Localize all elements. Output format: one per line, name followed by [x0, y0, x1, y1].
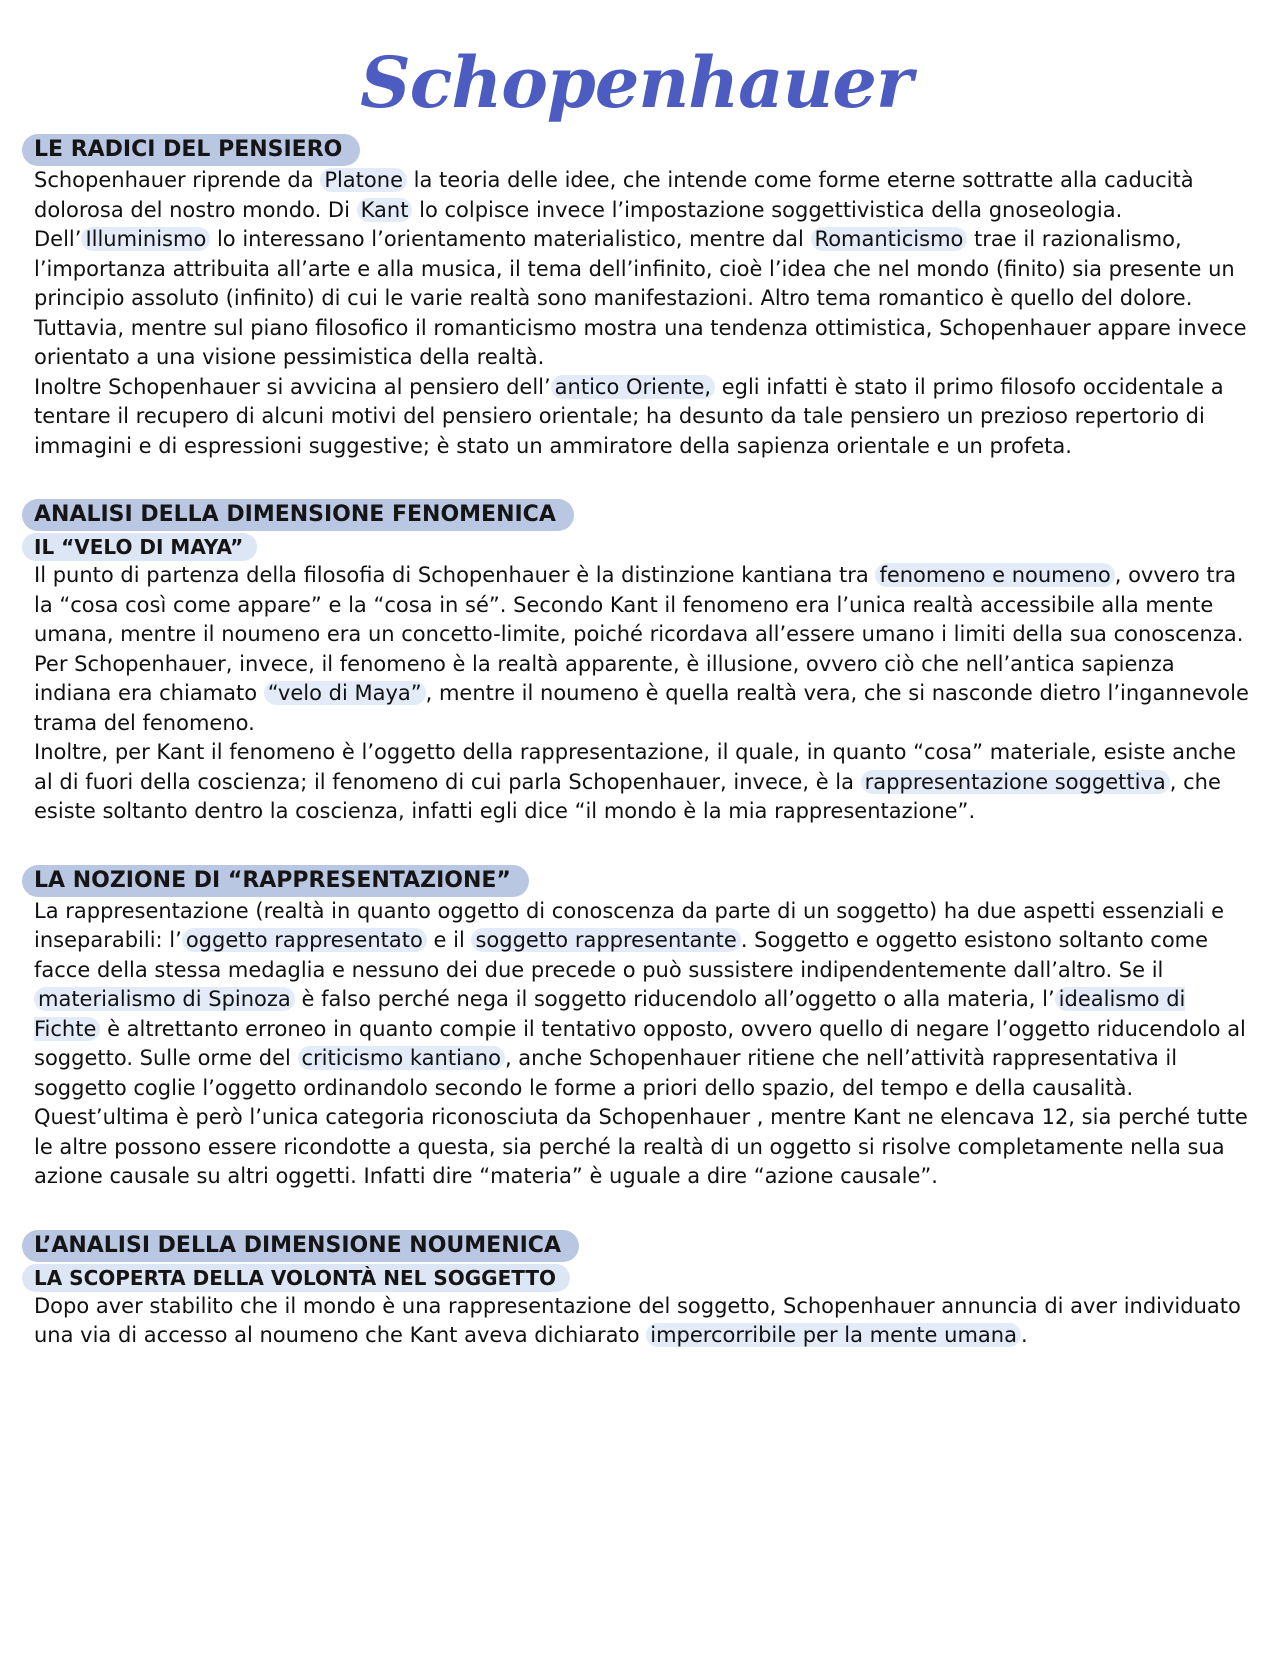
highlight: Kant: [357, 198, 413, 222]
text-run: la teoria delle idee, che intende come forme eterne sottratte alla caducità dolorosa del nostro mondo. Di: [34, 168, 1194, 222]
paragraph: [22, 373, 1250, 462]
text-run: Dopo aver stabilito che il mondo è una rappresentazione del soggetto, Schopenhauer annuncia di aver individuato una via di accesso al noumeno che Kant aveva dichiarato: [34, 1293, 1241, 1347]
section-fenomenica: [22, 499, 1250, 827]
text-run: trae il razionalismo, l’importanza attribuita all’arte e alla musica, il tema dell’infinito, cioè l’idea che nel mondo (finito) sia presente un principio assoluto (infinito) di cui le varie realtà sono manifestazioni. Altro tema romantico è quello del dolore. Tuttavia, mentre sul piano filosofico il romanticismo mostra una tendenza ottimistica, Schopenhauer appare invece orientato a una visione pessimistica della realtà.: [34, 227, 1247, 369]
section-noumenica: [22, 1230, 1250, 1351]
text-run: egli infatti è stato il primo filosofo occidentale a tentare il recupero di alcuni motivi del pensiero orientale; ha desunto da tale pensiero un prezioso repertorio di immagini e di espressioni suggestive; è stato un ammiratore della sapienza orientale e un profeta.: [34, 374, 1224, 458]
highlight: soggetto rappresentante: [471, 928, 740, 952]
text-run: Inoltre Schopenhauer si avvicina al pensiero dell’: [34, 374, 551, 399]
text-run: .: [1020, 1323, 1028, 1347]
highlight: Illuminismo: [81, 227, 210, 251]
text-run: , anche Schopenhauer ritiene che nell’attività rappresentativa il soggetto coglie l’oggetto ordinandolo secondo le forme a priori dello spazio, del tempo e della causalità. Quest’ultima è però l’unica categoria riconosciuta da Schopenhauer , mentre Kant ne elencava 12, sia perché tutte le altre possono essere ricondotte a questa, sia perché la realtà di un oggetto si risolve completamente nella sua azione causale su altri oggetti. Infatti dire “materia” è uguale a dire “azione causale”.: [34, 1046, 1248, 1188]
text-run: , che esiste soltanto dentro la coscienza, infatti egli dice “il mondo è la mia rappresentazione”.: [34, 769, 1221, 823]
highlight: criticismo kantiano: [298, 1046, 505, 1070]
text-run: lo colpisce invece l’impostazione soggettivistica della gnoseologia. Dell’: [34, 197, 1123, 251]
text-run: lo interessano l’orientamento materialistico, mentre dal: [210, 227, 811, 251]
text-run: . Soggetto e oggetto esistono soltanto come facce della stessa medaglia e nessuno dei due precede o può sussistere indipendentemente dall’altro. Se il: [34, 928, 1209, 982]
paragraph: [22, 561, 1250, 738]
highlight: impercorribile per la mente umana: [646, 1323, 1021, 1347]
section-subheading: LA SCOPERTA DELLA VOLONTÀ NEL SOGGETTO: [22, 1264, 570, 1292]
text-run: Schopenhauer riprende da: [34, 168, 321, 192]
page-title: Schopenhauer: [360, 41, 912, 124]
section-heading: LE RADICI DEL PENSIERO: [22, 134, 360, 166]
text-run: La rappresentazione (realtà in quanto oggetto di conoscenza da parte di un soggetto) ha due aspetti essenziali e inseparabili: l’: [34, 898, 1225, 952]
paragraph: [22, 1292, 1250, 1351]
highlight: idealismo di Fichte: [34, 987, 1186, 1041]
highlight: materialismo di Spinoza: [34, 987, 295, 1011]
section-heading: ANALISI DELLA DIMENSIONE FENOMENICA: [22, 499, 574, 531]
text-run: è falso perché nega il soggetto riducendolo all’oggetto o alla materia, l’: [294, 987, 1055, 1011]
highlight: “velo di Maya”: [264, 681, 426, 705]
text-run: e il: [426, 928, 472, 952]
text-run: è altrettanto erroneo in quanto compie il tentativo opposto, ovvero quello di negare l’oggetto riducendolo al soggetto. Sulle orme del: [34, 1016, 1246, 1070]
paragraph: [22, 166, 1250, 373]
section-rappresentazione: [22, 865, 1250, 1192]
highlight: Platone: [320, 168, 407, 192]
section-heading: L’ANALISI DELLA DIMENSIONE NOUMENICA: [22, 1230, 579, 1262]
section-subheading: IL “VELO DI MAYA”: [22, 533, 257, 561]
paragraph: [22, 897, 1250, 1192]
text-run: , mentre il noumeno è quella realtà vera, che si nasconde dietro l’ingannevole trama del fenomeno.: [34, 681, 1249, 735]
highlight: rappresentazione soggettiva: [861, 770, 1170, 794]
section-radici: [22, 134, 1250, 461]
paragraph: [22, 738, 1250, 827]
highlight: fenomeno e noumeno: [875, 563, 1114, 587]
highlight: antico Oriente,: [551, 375, 715, 399]
section-heading: LA NOZIONE DI “RAPPRESENTAZIONE”: [22, 865, 529, 897]
text-run: Inoltre, per Kant il fenomeno è l’oggetto della rappresentazione, il quale, in quanto “cosa” materiale, esiste anche al di fuori della coscienza; il fenomeno di cui parla Schopenhauer, invece, è la: [34, 740, 1237, 794]
text-run: Il punto di partenza della filosofia di Schopenhauer è la distinzione kantiana tra: [34, 563, 876, 587]
text-run: , ovvero tra la “cosa così come appare” e la “cosa in sé”. Secondo Kant il fenomeno era l’unica realtà accessibile alla mente umana, mentre il noumeno era un concetto-limite, poiché ricordava all’essere umano i limiti della sua conoscenza. Per Schopenhauer, invece, il fenomeno è la realtà apparente, è illusione, ovvero ciò che nell’antica sapienza indiana era chiamato: [34, 563, 1244, 705]
highlight: oggetto rappresentato: [182, 928, 427, 952]
highlight: Romanticismo: [811, 227, 968, 251]
